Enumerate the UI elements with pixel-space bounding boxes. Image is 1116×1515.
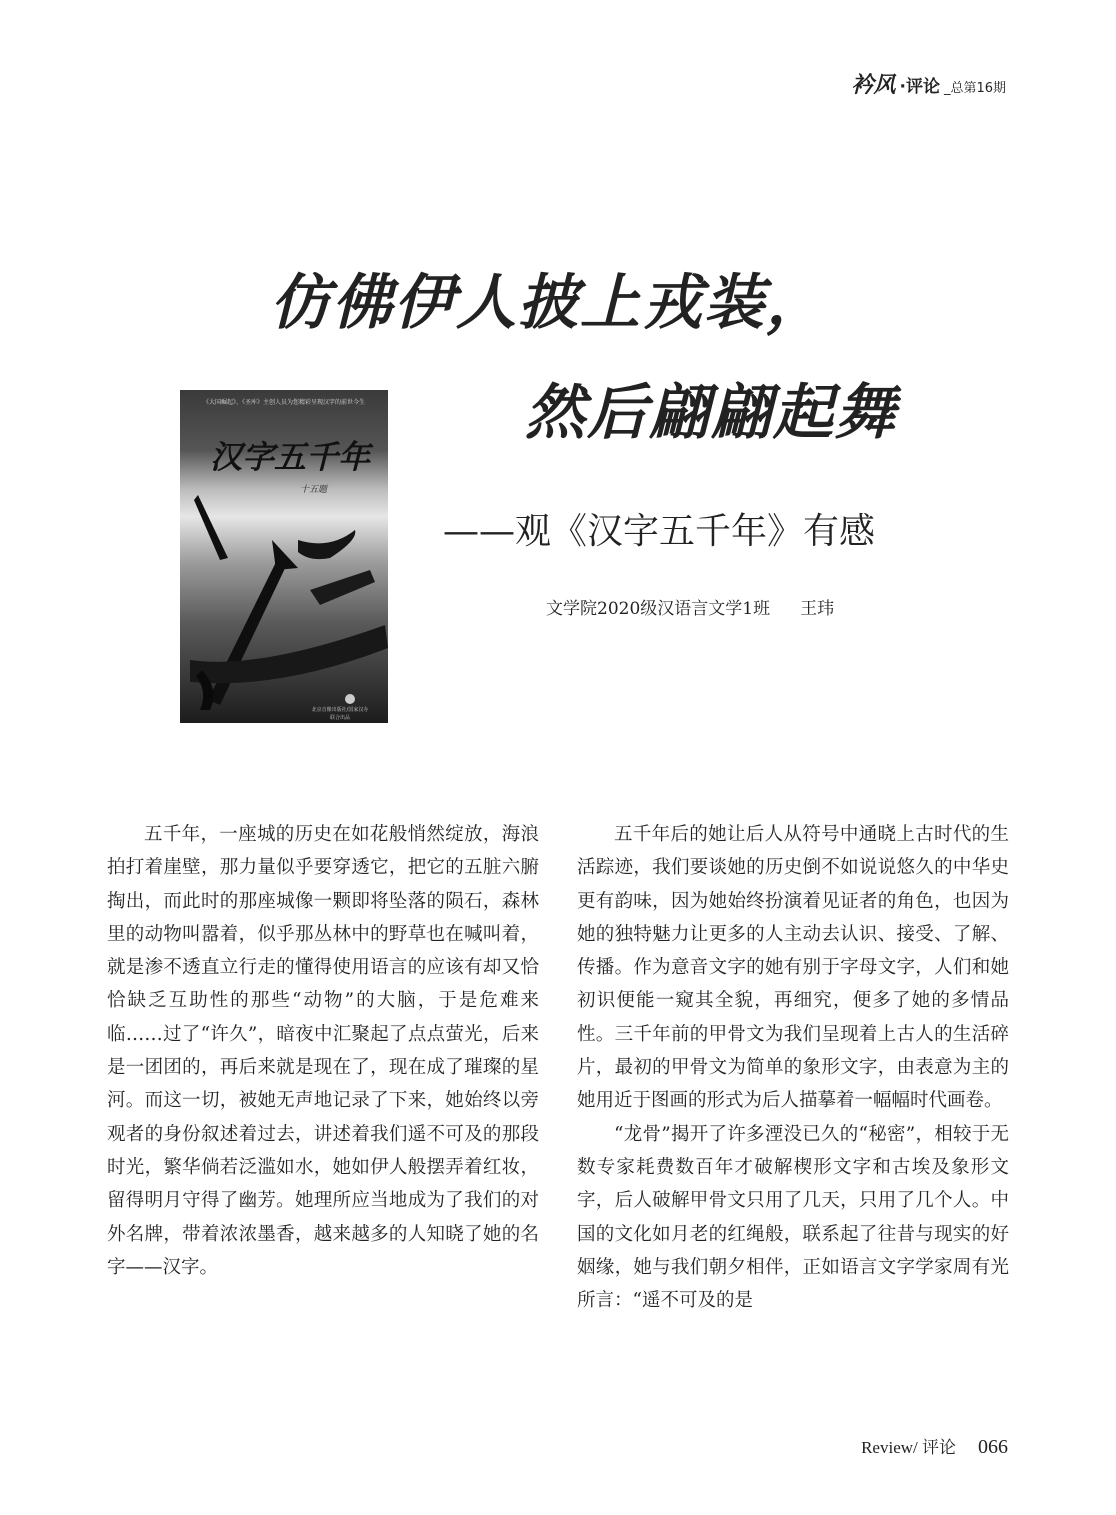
page-number: 066	[978, 1436, 1008, 1458]
poster-signature: 十五题	[300, 485, 328, 495]
body-paragraph: 五千年后的她让后人从符号中通晓上古时代的生活踪迹，我们要谈她的历史倒不如说说悠久的中华史更有韵味，因为她始终扮演着见证者的角色，也因为她的独特魅力让更多的人主动去认识、接受、了解、传播。作为意音文字的她有别于字母文字，人们和她初识便能一窥其全貌，再细究，便多了她的多情品性。三千年前的甲骨文为我们呈现着上古人的生活碎片，最初的甲骨文为简单的象形文字，由表意为主的她用近于图画的形式为后人描摹着一幅幅时代画卷。	[577, 824, 1009, 1112]
byline	[546, 594, 834, 619]
poster-top-caption: 《大国崛起》、《圣库》主创人员为您精彩呈现汉字的前世今生	[202, 399, 366, 406]
publisher-logo-icon	[345, 694, 355, 704]
article-title-line-2: 然后翩翩起舞	[525, 378, 897, 448]
author-affiliation: 文学院2020级汉语言文学1班	[546, 599, 771, 619]
article-title-line-1: 仿佛伊人披上戎装，	[270, 268, 828, 338]
calligraphy-stroke-artwork	[190, 495, 388, 710]
poster-publisher-line-1: 北京音像出版社/国家汉办	[311, 707, 369, 713]
documentary-poster-image	[180, 390, 388, 723]
body-paragraph: 五千年，一座城的历史在如花般悄然绽放，海浪拍打着崖壁，那力量似乎要穿透它，把它的五脏六腑掏出，而此时的那座城像一颗即将坠落的陨石，森林里的动物叫嚣着，似乎那丛林中的野草也在喊叫着，就是渗不透直立行走的懂得使用语言的应该有却又恰恰缺乏互助性的那些“动物”的大脑，于是危难来临……过了“许久”，暗夜中汇聚起了点点萤光，后来是一团团的，再后来就是现在了，现在成了璀璨的星河。而这一切，被她无声地记录了下来，她始终以旁观者的身份叙述着过去，讲述着我们遥不可及的那段时光，繁华倘若泛滥如水，她如伊人般摆弄着红妆，留得明月守得了幽芳。她理所应当地成为了我们的对外名牌，带着浓浓墨香，越来越多的人知晓了她的名字——汉字。	[107, 824, 539, 1278]
running-header	[851, 68, 1006, 99]
section-label: ·评论	[899, 77, 940, 97]
issue-number: _总第16期	[943, 81, 1006, 96]
footer-section: Review/ 评论	[861, 1438, 956, 1457]
poster-artwork	[180, 390, 388, 723]
article-subtitle: ——观《汉字五千年》有感	[443, 511, 876, 552]
journal-logo: 衿风	[851, 72, 896, 98]
poster-title: 汉字五千年	[210, 438, 371, 476]
author-name: 王玮	[800, 599, 835, 619]
page-footer	[861, 1433, 1008, 1459]
body-paragraph: “龙骨”揭开了许多湮没已久的“秘密”，相较于无数专家耗费数百年才破解楔形文字和古埃及象形文字，后人破解甲骨文只用了几天，只用了几个人。中国的文化如月老的红绳般，联系起了往昔与现实的好姻缘，她与我们朝夕相伴，正如语言文字学家周有光所言：“遥不可及的是	[577, 1123, 1009, 1312]
poster-publisher-line-2: 联合出品	[329, 715, 351, 721]
body-column-left	[107, 818, 539, 1284]
body-column-right	[577, 818, 1009, 1317]
